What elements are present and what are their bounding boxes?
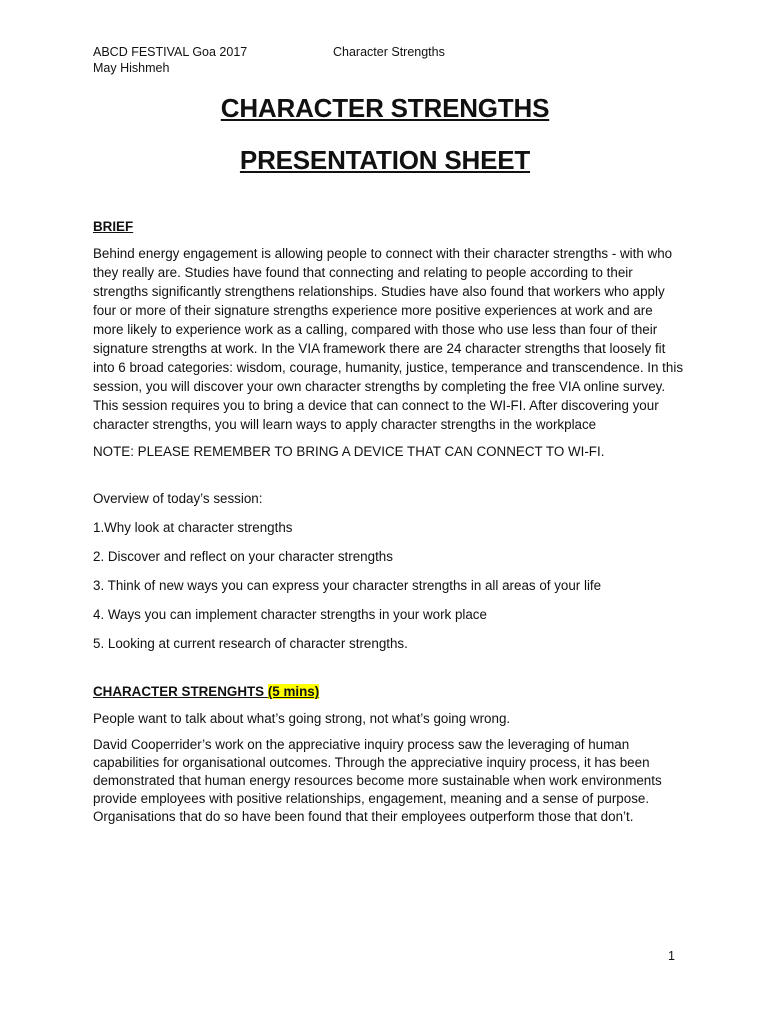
- page-number: 1: [668, 949, 675, 963]
- section-lead: People want to talk about what’s going strong, not what’s going wrong.: [93, 711, 511, 726]
- overview-item: 2. Discover and reflect on your character strengths: [93, 549, 393, 564]
- section-heading-text: CHARACTER STRENGHTS: [93, 684, 265, 699]
- overview-item: 1.Why look at character strengths: [93, 520, 293, 535]
- document-body: [93, 217, 683, 834]
- section-heading: [93, 682, 683, 701]
- header-event: ABCD FESTIVAL Goa 2017: [93, 45, 248, 59]
- header-left: [93, 44, 247, 76]
- overview-intro: Overview of today’s session:: [93, 491, 263, 506]
- overview-item: 3. Think of new ways you can express your character strengths in all areas of your life: [93, 578, 602, 593]
- section-paragraph: David Cooperrider’s work on the appreciative inquiry process saw the leveraging of human capabilities for organisational outcomes. Through the appreciative inquiry process, it has been demonstrated that human energy resources become more sustainable when work environments provide employees with positive relationships, engagement, meaning and a sense of purpose. Organisations that do so have been found that their employees outperform those that don’t.: [93, 737, 662, 824]
- title-line-1: CHARACTER STRENGTHS: [220, 93, 550, 123]
- brief-heading: BRIEF: [93, 219, 134, 234]
- title-line-2: PRESENTATION SHEET: [239, 145, 531, 175]
- header-author: May Hishmeh: [93, 61, 170, 75]
- duration-highlight: (5 mins): [267, 684, 320, 699]
- overview-item: 4. Ways you can implement character strengths in your work place: [93, 607, 487, 622]
- brief-note: NOTE: PLEASE REMEMBER TO BRING A DEVICE THAT CAN CONNECT TO WI-FI.: [93, 444, 605, 459]
- header-running-title: Character Strengths: [333, 45, 445, 59]
- brief-paragraph: Behind energy engagement is allowing people to connect with their character strengths - with who they really are. Studies have found that connecting and relating to people according to their strengths significantly strengthens relationships. Studies have also found that workers who apply four or more of their signature strengths experience more positive experiences at work and are more likely to experience work as a calling, compared with those who use less than four of their signature strengths at work. In the VIA framework there are 24 character strengths that loosely fit into 6 broad categories: wisdom, courage, humanity, justice, temperance and transcendence. In this session, you will discover your own character strengths by completing the free VIA online survey. This session requires you to bring a device that can connect to the WI-FI. After discovering your character strengths, you will learn ways to apply character strengths in the workplace: [93, 246, 684, 432]
- overview-item: 5. Looking at current research of character strengths.: [93, 636, 408, 651]
